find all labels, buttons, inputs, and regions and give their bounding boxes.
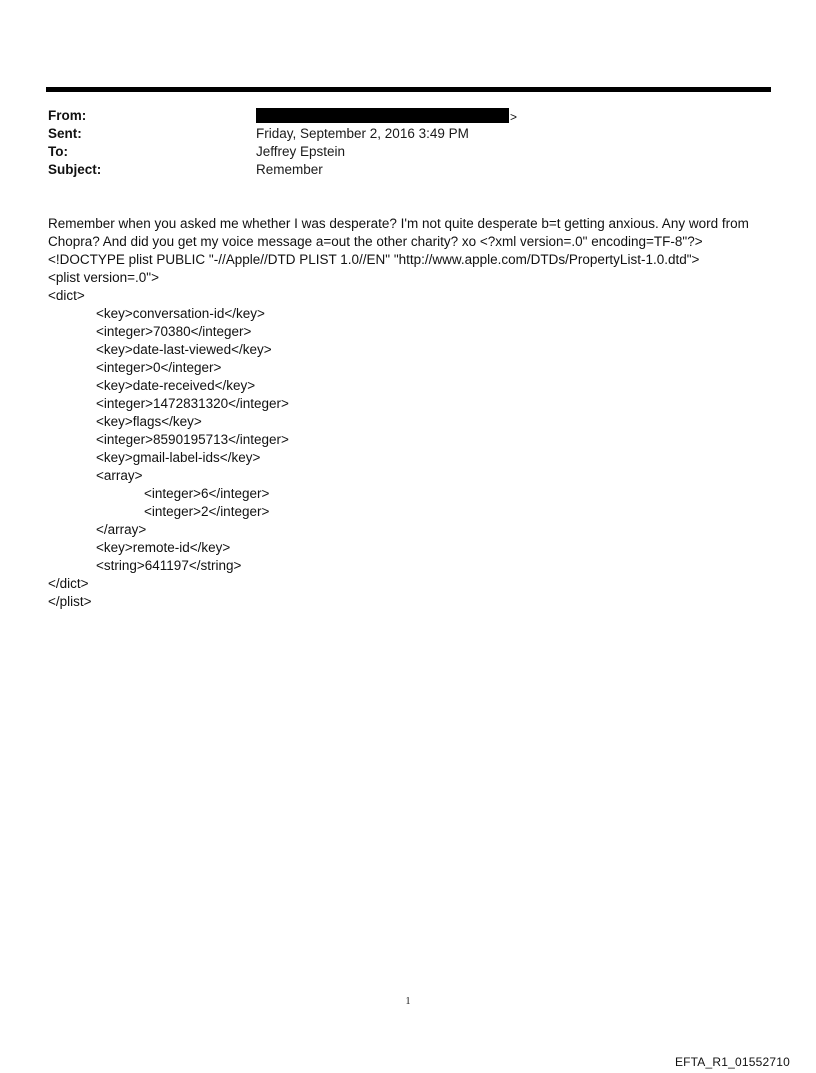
plist-line: <integer>6</integer> [144, 486, 270, 501]
to-label: To: [48, 144, 68, 159]
plist-line: </plist> [48, 594, 92, 609]
sent-row [48, 125, 768, 143]
message-paragraph: Remember when you asked me whether I was desperate? I'm not quite desperate b=t getting anxious. Any word from Chopra? And did you get my voice message a=out the other charity? xo <?xml version=.0" encoding=TF-8"?> <!DOCTYPE plist PUBLIC "-//Apple//DTD PLIST 1.0//EN" "http://www.apple.com/DTDs/PropertyList-1.0.dtd"> [48, 216, 749, 267]
plist-line: </array> [96, 522, 147, 537]
redaction-block [256, 108, 509, 123]
to-value: Jeffrey Epstein [256, 144, 346, 159]
plist-line: <key>flags</key> [96, 414, 202, 429]
from-label: From: [48, 108, 87, 123]
header-divider [46, 87, 771, 92]
plist-line: <array> [96, 468, 143, 483]
plist-line: <integer>1472831320</integer> [96, 396, 289, 411]
email-body [48, 215, 773, 611]
plist-line: <key>conversation-id</key> [96, 306, 265, 321]
sent-value: Friday, September 2, 2016 3:49 PM [256, 126, 469, 141]
plist-line: <integer>0</integer> [96, 360, 222, 375]
to-row [48, 143, 768, 161]
plist-line: </dict> [48, 576, 89, 591]
plist-line: <integer>2</integer> [144, 504, 270, 519]
plist-line: <integer>70380</integer> [96, 324, 252, 339]
plist-line: <string>641197</string> [96, 558, 242, 573]
plist-line: <dict> [48, 288, 85, 303]
plist-line: <integer>8590195713</integer> [96, 432, 289, 447]
plist-line: <plist version=.0"> [48, 270, 159, 285]
plist-line: <key>date-last-viewed</key> [96, 342, 272, 357]
from-value-suffix: > [510, 110, 518, 124]
document-id: EFTA_R1_01552710 [674, 1055, 790, 1069]
subject-row [48, 161, 768, 179]
from-row [48, 107, 768, 125]
plist-line: <key>gmail-label-ids</key> [96, 450, 261, 465]
plist-line: <key>remote-id</key> [96, 540, 231, 555]
plist-line: <key>date-received</key> [96, 378, 256, 393]
page-number: 1 [405, 996, 411, 1007]
subject-label: Subject: [48, 162, 102, 177]
subject-value: Remember [256, 162, 323, 177]
email-header [48, 107, 768, 179]
sent-label: Sent: [48, 126, 82, 141]
